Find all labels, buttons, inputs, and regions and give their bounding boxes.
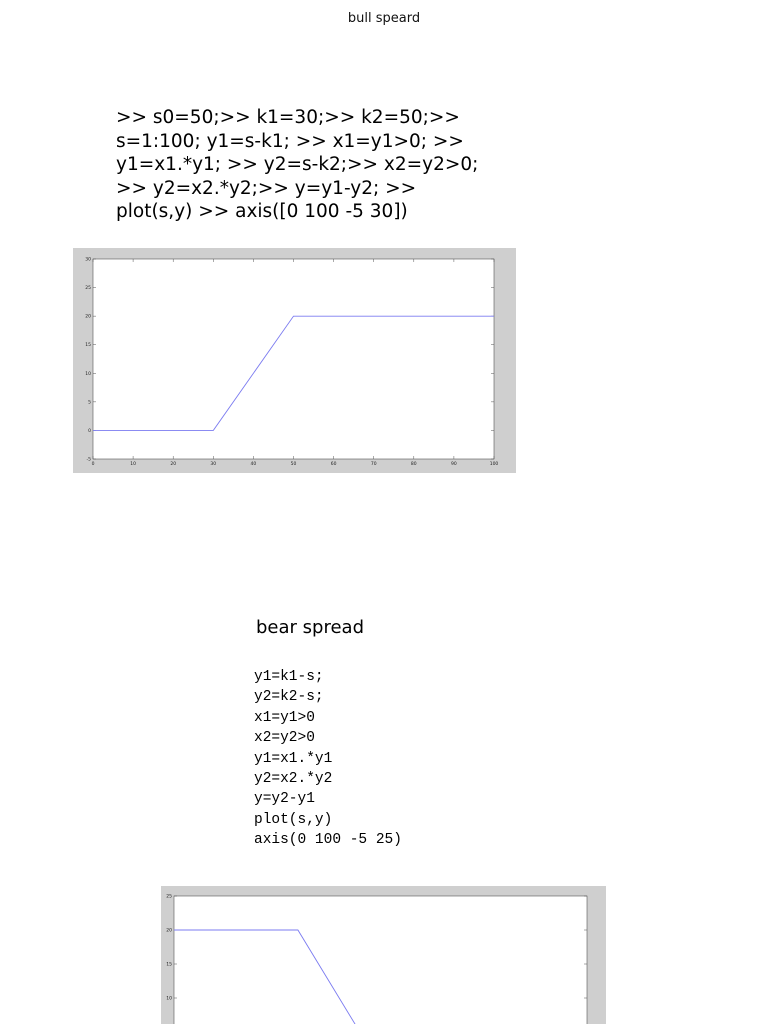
- y-tick-label: 10: [166, 996, 172, 1002]
- code-line: y=y2-y1: [254, 791, 315, 808]
- x-tick-label: 80: [410, 462, 417, 467]
- code-line: plot(s,y): [254, 811, 333, 828]
- x-tick-label: 20: [170, 462, 177, 467]
- code-line: y1=x1.*y1: [254, 750, 333, 767]
- code-line: y2=k2-s;: [254, 689, 324, 706]
- code-line: axis(0 100 -5 25): [254, 832, 402, 849]
- x-tick-label: 70: [370, 462, 377, 467]
- x-tick-label: 0: [91, 462, 95, 467]
- y-tick-label: 30: [85, 257, 91, 263]
- y-tick-label: 5: [88, 400, 91, 406]
- x-tick-label: 50: [290, 462, 297, 467]
- x-tick-label: 10: [130, 462, 136, 467]
- bull-spread-plot: [73, 248, 516, 473]
- code-line: x2=y2>0: [254, 730, 315, 747]
- plot-area: [174, 896, 587, 1024]
- y-tick-label: 20: [166, 928, 172, 934]
- code-line: y1=k1-s;: [254, 669, 324, 685]
- page-title: bull speard: [347, 11, 421, 26]
- x-tick-label: 100: [489, 462, 499, 467]
- y-tick-label: 25: [85, 286, 91, 292]
- code-line: y2=x2.*y2: [254, 771, 333, 788]
- y-tick-label: 10: [85, 371, 91, 377]
- y-tick-label: 0: [88, 428, 91, 434]
- y-tick-label: 25: [166, 894, 172, 900]
- bull-code-text: >> s0=50;>> k1=30;>> k2=50;>> s=1:100; y1=s-k1; >> x1=y1>0; >> y1=x1.*y1; >> y2=s-k2;>> x2=y2>0; >> y2=x2.*y2;>> y=y1-y2; >> plot(s,y) >> axis([0 100 -5 30]): [116, 107, 479, 222]
- x-tick-label: 30: [210, 462, 217, 467]
- plot-area: [93, 259, 494, 459]
- x-tick-label: 90: [451, 462, 457, 467]
- bear-spread-chart: [161, 886, 606, 1024]
- bull-spread-chart: [73, 248, 516, 473]
- y-tick-label: 15: [166, 962, 172, 968]
- x-tick-label: 40: [250, 462, 257, 467]
- y-tick-label: 20: [85, 314, 91, 320]
- y-tick-label: -5: [86, 457, 91, 463]
- y-tick-label: 15: [85, 343, 91, 349]
- x-tick-label: 60: [330, 462, 337, 467]
- bear-spread-heading: bear spread: [256, 617, 364, 638]
- bear-code-block: [254, 667, 402, 851]
- bear-spread-plot: [161, 886, 606, 1024]
- code-line: x1=y1>0: [254, 709, 315, 726]
